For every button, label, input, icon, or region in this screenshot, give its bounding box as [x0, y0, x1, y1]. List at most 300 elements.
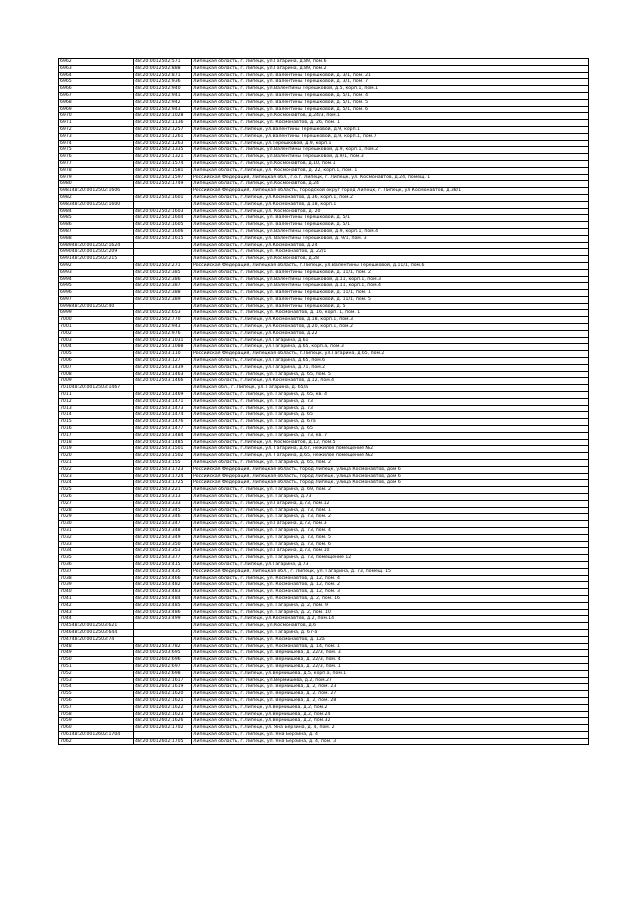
row-number-cell: [59, 473, 134, 480]
address-cell: Липецкая область, г. Липецк, ул. Гагарина, д. 73: [192, 405, 589, 412]
row-number-cell: [59, 188, 134, 195]
table-row: [59, 310, 589, 317]
table-row: [59, 718, 589, 725]
row-number-cell: [59, 460, 134, 467]
address-cell: Липецкая область, г. Липецк, ул. Валентины Терешковой, д. 3/1, пом. 21: [192, 72, 589, 79]
table-row: [59, 514, 589, 521]
premises-cadastral-number: 48:20:0012503:1463: [134, 371, 192, 378]
premises-cadastral-number: 48:20:0012502:871: [134, 72, 192, 79]
premises-cadastral-number: 48:20:0012503:482: [134, 582, 192, 589]
row-number-cell: [59, 629, 134, 636]
premises-cadastral-number: 48:20:0012503:484: [134, 595, 192, 602]
premises-cadastral-number: 48:20:0012502:1136: [134, 120, 192, 127]
row-number-cell: [59, 718, 134, 725]
row-number-cell: [59, 684, 134, 691]
table-row: [59, 684, 589, 691]
row-number-cell: [59, 480, 134, 487]
row-number-cell: [59, 392, 134, 399]
row-number-cell: [59, 92, 134, 99]
premises-cadastral-number: 48:20:0012502:653: [134, 310, 192, 317]
row-number-cell: [59, 643, 134, 650]
row-number-cell: [59, 378, 134, 385]
table-row: [59, 643, 589, 650]
table-row: [59, 419, 589, 426]
address-cell: Липецкая область, г. Липецк, ул.Космонавтов, д.6: [192, 623, 589, 630]
row-number: 6963: [60, 65, 72, 71]
row-number: 7043: [60, 609, 72, 615]
row-number: 7032: [60, 534, 72, 540]
row-number: 6969: [60, 106, 72, 112]
address-cell: Липецкая область, г.Липецк, ул.Вермишева, д.5, корп.а, пом.1: [192, 670, 589, 677]
table-row: [59, 358, 589, 365]
address-cell: Липецкая область, г. Липецк, ул. Вермишева, д. 22/3, пом. 3: [192, 650, 589, 657]
premises-cadastral-number: 48:20:0012502:941: [134, 92, 192, 99]
table-row: [59, 670, 589, 677]
row-number-cell: [59, 419, 134, 426]
address-cell: Липецкая область, г.Липецк, ул. Валентины Терешковой, д. 9/1, пом. 3: [192, 235, 589, 242]
row-number: 6980: [60, 181, 72, 187]
address-cell: Липецкая область, г. Липецк, ул. Гагарина, д. 73, помещение 12: [192, 555, 589, 562]
row-number-cell: [59, 65, 134, 72]
table-row: [59, 568, 589, 575]
row-number-cell: [59, 602, 134, 609]
register-rows: [59, 59, 589, 745]
table-row: [59, 364, 589, 371]
address-cell: Липецкая область, г. Липецк, ул. Космонавтов, д. 12, пом. 4: [192, 575, 589, 582]
table-row: [59, 385, 589, 392]
premises-cadastral-number: 48:20:0012503:350: [134, 541, 192, 548]
premises-cadastral-number: 48:20:0012502:770: [134, 317, 192, 324]
premises-cadastral-number: 48:20:0012502:1263: [134, 140, 192, 147]
row-number-cell: [59, 140, 134, 147]
table-row: [59, 623, 589, 630]
row-number: 7020: [60, 453, 72, 459]
row-number-cell: [59, 106, 134, 113]
parcel-cadastral-number: 48:20:0012503:74: [71, 636, 115, 642]
address-cell: Российская Федерация, Липецкая обл., г.о.г. Липецк, г. Липецк, ул. Космонавтов, д.24, помещ. 1: [192, 174, 589, 181]
row-number: 6994: [60, 276, 72, 282]
address-cell: Липецкая область, г.Липецк, ул.Гагарина, д.71, пом.2: [192, 364, 589, 371]
row-number: 7011: [60, 392, 72, 398]
row-number: 7003: [60, 337, 72, 343]
table-row: [59, 317, 589, 324]
table-row: [59, 609, 589, 616]
table-row: [59, 194, 589, 201]
row-number-cell: [59, 446, 134, 453]
address-cell: Липецкая область, г. Липецк, ул. Яна Берзина, д. 4, пом. 3: [192, 738, 589, 745]
address-cell: Липецкая область, г.Липецк, ул. Космонавтов, д. 22, корп.1, пом. 1: [192, 167, 589, 174]
row-number-cell: [59, 398, 134, 405]
premises-cadastral-number: 48:20:0012503:346: [134, 514, 192, 521]
row-number-cell: [59, 337, 134, 344]
table-row: [59, 256, 589, 263]
address-cell: Липецкая область, г. Липецк, ул. Валентины Терешковой, д. 11/1, пом. 1: [192, 290, 589, 297]
address-cell: Липецкая область, г. Липецк, ул. Космонавтов, д. 16, корп. 1, пом. 1: [192, 310, 589, 317]
address-cell: Липецкая область, г. Липецк, ул. Валентины Терешковой, д. 5/1, пом. 4: [192, 92, 589, 99]
row-number: 7060: [60, 725, 72, 731]
row-number-cell: [59, 276, 134, 283]
row-number-cell: [59, 317, 134, 324]
premises-cadastral-number: 48:20:0012503:782: [134, 643, 192, 650]
row-number-cell: [59, 72, 134, 79]
address-cell: Липецкая область, г.Липецк, ул.Космонавтов, д.2, пом.14: [192, 616, 589, 623]
row-number-cell: [59, 249, 134, 256]
premises-cadastral-number: 48:20:0012502:942: [134, 99, 192, 106]
address-cell: Российская Федерация, Липецкая область, г.Липецк, ул.Гагарина, д.65, пом.2: [192, 351, 589, 358]
address-cell: Липецкая область, г. Липецк, ул. Вермишева, д. 22/3, пом. 4: [192, 657, 589, 664]
row-number: 7059: [60, 718, 72, 724]
address-cell: Липецкая область, г.Липецк, ул.Вермишева, д.2, пом.24: [192, 711, 589, 718]
premises-cadastral-number: [134, 636, 192, 643]
premises-cadastral-number: 48:20:0012602:1621: [134, 697, 192, 704]
row-number-cell: [59, 290, 134, 297]
premises-cadastral-number: 48:20:0012502:388: [134, 290, 192, 297]
row-number: 7014: [60, 412, 72, 418]
table-row: [59, 106, 589, 113]
row-number-cell: [59, 677, 134, 684]
table-row: [59, 738, 589, 745]
table-row: [59, 453, 589, 460]
row-number-cell: [59, 208, 134, 215]
table-row: [59, 140, 589, 147]
premises-cadastral-number: 48:20:0012503:1439: [134, 364, 192, 371]
row-number: 7058: [60, 711, 72, 717]
row-number-cell: [59, 86, 134, 93]
row-number-cell: [59, 426, 134, 433]
row-number-cell: [59, 262, 134, 269]
table-row: [59, 650, 589, 657]
premises-cadastral-number: 48:20:0012602:1702: [134, 725, 192, 732]
table-row: [59, 330, 589, 337]
table-row: [59, 392, 589, 399]
address-cell: Липецкая область, г.Липецк, ул.Вермишева, д.2, пом.32: [192, 718, 589, 725]
row-number-cell: [59, 330, 134, 337]
row-number-cell: [59, 568, 134, 575]
address-cell: Липецкая область, г. Липецк, ул.Валентины Терешковой, д.9, корп.1, пом.4: [192, 228, 589, 235]
row-number-cell: [59, 358, 134, 365]
premises-cadastral-number: 48:20:0012502:1257: [134, 126, 192, 133]
table-row: [59, 657, 589, 664]
row-number: 7010: [60, 385, 72, 391]
row-number-cell: [59, 663, 134, 670]
premises-cadastral-number: 48:20:0012502:1581: [134, 167, 192, 174]
cadastral-register-table: [58, 58, 589, 745]
address-cell: Липецкая область, г.Липецк, ул. Гагарина, д.65, нежилое помещение №2: [192, 453, 589, 460]
row-number: 7046: [60, 629, 72, 635]
parcel-cadastral-number: 48:20:0012503:1467: [71, 385, 121, 391]
premises-cadastral-number: 48:20:0012503:1466: [134, 378, 192, 385]
premises-cadastral-number: 48:20:0012502:1574: [134, 160, 192, 167]
premises-cadastral-number: 48:20:0012502:1604: [134, 215, 192, 222]
address-cell: Липецкая область, г.Липецк, ул.Космонавтов, д.12, пом.4: [192, 378, 589, 385]
parcel-cadastral-number: 48:20:0012503:644: [71, 629, 118, 635]
row-number: 7008: [60, 371, 72, 377]
address-cell: Липецкая область, г. Липецк, ул.Валентины Терешковой, д.9/1, пом.3: [192, 154, 589, 161]
address-cell: Липецкая область, г. Липецк, ул. Валентины Терешковой, д. 5/1, пом. 6: [192, 106, 589, 113]
address-cell: Липецкая область, г.Липецк, ул.Вермишева, д.2, пом.2: [192, 704, 589, 711]
row-number: 7024: [60, 480, 72, 486]
row-number: 7000: [60, 317, 72, 323]
row-number: 7057: [60, 704, 72, 710]
address-cell: Липецкая область, г. Липецк, ул. Космонавтов, д. 2, пом. 16: [192, 595, 589, 602]
row-number-cell: [59, 636, 134, 643]
row-number: 7030: [60, 521, 72, 527]
premises-cadastral-number: [134, 242, 192, 249]
table-row: [59, 113, 589, 120]
row-number: 7054: [60, 684, 72, 690]
address-cell: Липецкая область, г. Липецк, ул. Валентины Терешковой, д. 5: [192, 303, 589, 310]
row-number-cell: [59, 344, 134, 351]
row-number: 7047: [60, 636, 72, 642]
row-number-cell: [59, 351, 134, 358]
parcel-cadastral-number: 48:20:0012503:621: [71, 623, 118, 629]
row-number: 6988: [60, 235, 72, 241]
premises-cadastral-number: 48:20:0012602:1620: [134, 691, 192, 698]
row-number-cell: [59, 453, 134, 460]
premises-cadastral-number: 48:20:0012502:389: [134, 296, 192, 303]
address-cell: Липецкая область, г. Липецк, ул.Валентины Терешковой, д.9, корп.1, пом.2: [192, 147, 589, 154]
row-number-cell: [59, 174, 134, 181]
row-number-cell: [59, 494, 134, 501]
address-cell: Липецкая область, г. Липецк, ул. Гагарина, д. 73: [192, 398, 589, 405]
premises-cadastral-number: [134, 731, 192, 738]
row-number: 7018: [60, 439, 72, 445]
row-number-cell: [59, 670, 134, 677]
row-number: 7002: [60, 330, 72, 336]
row-number: 7031: [60, 527, 72, 533]
table-row: [59, 432, 589, 439]
premises-cadastral-number: 48:20:0012503:345: [134, 507, 192, 514]
address-cell: Липецкая область, г. Липецк, ул.Космонавтов, д.24: [192, 181, 589, 188]
table-row: [59, 296, 589, 303]
premises-cadastral-number: [134, 303, 192, 310]
row-number: 7061: [60, 731, 72, 737]
row-number: 7019: [60, 446, 72, 452]
row-number-cell: [59, 582, 134, 589]
address-cell: Российская Федерация, Липецкая область, город Липецк, улица Космонавтов, дом 6: [192, 473, 589, 480]
table-row: [59, 276, 589, 283]
table-row: [59, 208, 589, 215]
premises-cadastral-number: 48:20:0012503:415: [134, 561, 192, 568]
row-number-cell: [59, 296, 134, 303]
table-row: [59, 697, 589, 704]
address-cell: Липецкая область, г. Липецк, ул.Гагарина, д.73, пом.3: [192, 521, 589, 528]
address-cell: Липецкая область, г. Липецк, ул. Гагарина, д. 65, кв. 4: [192, 392, 589, 399]
premises-cadastral-number: 48:20:0012502:571: [134, 59, 192, 66]
table-row: [59, 616, 589, 623]
premises-cadastral-number: 48:20:0012503:1473: [134, 405, 192, 412]
row-number-cell: [59, 725, 134, 732]
premises-cadastral-number: 48:20:0012502:943: [134, 324, 192, 331]
row-number-cell: [59, 487, 134, 494]
row-number-cell: [59, 256, 134, 263]
table-row: [59, 494, 589, 501]
address-cell: Липецкая область, г. Липецк, ул. Вермишева, д. 2, пом. 23: [192, 684, 589, 691]
table-row: [59, 480, 589, 487]
premises-cadastral-number: 48:20:0012502:1603: [134, 208, 192, 215]
premises-cadastral-number: 48:20:0012503:333: [134, 500, 192, 507]
row-number-cell: [59, 548, 134, 555]
row-number: 7026: [60, 494, 72, 499]
table-row: [59, 527, 589, 534]
parcel-cadastral-number: 48:20:0012502:1600: [71, 201, 121, 207]
row-number: 7001: [60, 324, 72, 330]
premises-cadastral-number: 48:20:0012503:435: [134, 568, 192, 575]
premises-cadastral-number: 48:20:0012503:1471: [134, 398, 192, 405]
premises-cadastral-number: 48:20:0012503:349: [134, 534, 192, 541]
row-number-cell: [59, 711, 134, 718]
row-number-cell: [59, 364, 134, 371]
premises-cadastral-number: 48:20:0012502:940: [134, 86, 192, 93]
row-number: 6979: [60, 174, 72, 180]
row-number-cell: [59, 405, 134, 412]
premises-cadastral-number: 48:20:0012502:1615: [134, 235, 192, 242]
row-number: 6987: [60, 228, 72, 234]
row-number-cell: [59, 59, 134, 66]
row-number-cell: [59, 201, 134, 208]
row-number-cell: [59, 133, 134, 140]
row-number-cell: [59, 324, 134, 331]
table-row: [59, 228, 589, 235]
table-row: [59, 541, 589, 548]
row-number-cell: [59, 616, 134, 623]
address-cell: Липецкая область, г.Липецк, ул.Космонавтов, д.18, корп.1, пом.3: [192, 317, 589, 324]
premises-cadastral-number: 48:20:0012502:976: [134, 330, 192, 337]
row-number: 7036: [60, 561, 72, 567]
premises-cadastral-number: 48:20:0012503:1477: [134, 426, 192, 433]
premises-cadastral-number: 48:20:0012503:1485: [134, 439, 192, 446]
table-row: [59, 72, 589, 79]
address-cell: Липецкая область, г.Липецк, ул.Гагарина, д.65, пом.6: [192, 358, 589, 365]
table-row: [59, 731, 589, 738]
address-cell: Липецкая область, г. Липецк, ул.Космонавтов, д.24/3, пом.1: [192, 113, 589, 120]
row-number: 6967: [60, 92, 72, 98]
parcel-cadastral-number: 48:20:0012502:209: [71, 249, 118, 255]
table-row: [59, 582, 589, 589]
row-number: 7021: [60, 460, 72, 466]
table-row: [59, 126, 589, 133]
address-cell: Липецкая область, г.Липецк, ул. Космонавтов, д. 20: [192, 208, 589, 215]
premises-cadastral-number: 48:20:0012503:499: [134, 616, 192, 623]
address-cell: Липецкая обл., г. Липецк, ул. Гагарина, д. 65/а: [192, 385, 589, 392]
address-cell: Липецкая область, г. Липецк, ул. Вермишева, д. 2, пом. 27: [192, 691, 589, 698]
address-cell: Липецкая область, г. Липецк, ул. Гагарина, д. 73, пом. 2: [192, 514, 589, 521]
row-number-cell: [59, 657, 134, 664]
premises-cadastral-number: 48:20:0012602:1623: [134, 711, 192, 718]
address-cell: Липецкая область, г. Липецк, ул. Космонавтов, д. 12а: [192, 636, 589, 643]
premises-cadastral-number: [134, 201, 192, 208]
table-row: [59, 466, 589, 473]
row-number: 7045: [60, 623, 72, 629]
row-number: 7022: [60, 466, 72, 472]
row-number: 6982: [60, 194, 72, 200]
premises-cadastral-number: 48:20:0012503:1484: [134, 432, 192, 439]
table-row: [59, 147, 589, 154]
table-row: [59, 242, 589, 249]
row-number-cell: [59, 541, 134, 548]
row-number: 7033: [60, 541, 72, 547]
row-number: 6992: [60, 262, 72, 268]
premises-cadastral-number: 48:20:0012503:466: [134, 575, 192, 582]
table-row: [59, 426, 589, 433]
table-row: [59, 555, 589, 562]
table-row: [59, 711, 589, 718]
premises-cadastral-number: 48:20:0012502:936: [134, 79, 192, 86]
row-number: 6965: [60, 79, 72, 85]
table-row: [59, 290, 589, 297]
premises-cadastral-number: 48:20:0012503:347: [134, 521, 192, 528]
row-number: 6971: [60, 120, 72, 126]
row-number: 6996: [60, 290, 72, 296]
row-number-cell: [59, 595, 134, 602]
table-row: [59, 262, 589, 269]
address-cell: Липецкая область, г.Липецк, ул.Терешковой, д.9, корп.1: [192, 140, 589, 147]
address-cell: Липецкая область, г.Липецк, ул. Гагарина, д.67, нежилое помещение №2: [192, 446, 589, 453]
table-row: [59, 725, 589, 732]
address-cell: Липецкая область, г. Липецк, ул. Вермишева, д. 2, пом. 28: [192, 697, 589, 704]
row-number-cell: [59, 167, 134, 174]
row-number: 7034: [60, 548, 72, 554]
address-cell: Липецкая область, г. Липецк, ул.Гагарина, д.89, пом.6: [192, 59, 589, 66]
premises-cadastral-number: 48:20:0012503:155: [134, 460, 192, 467]
row-number: 6976: [60, 154, 72, 160]
row-number-cell: [59, 235, 134, 242]
address-cell: Липецкая область, г. Липецк, ул. Гагарина, д. 65, пом. 2: [192, 460, 589, 467]
premises-cadastral-number: 48:20:0012502:385: [134, 269, 192, 276]
table-row: [59, 412, 589, 419]
table-row: [59, 487, 589, 494]
address-cell: Липецкая область, г.Липецк, ул.Гагарина, д.73: [192, 561, 589, 568]
row-number-cell: [59, 555, 134, 562]
premises-cadastral-number: [134, 385, 192, 392]
row-number: 7055: [60, 691, 72, 697]
premises-cadastral-number: [134, 249, 192, 256]
table-row: [59, 602, 589, 609]
table-row: [59, 269, 589, 276]
address-cell: Липецкая область, г.Липецк, ул.Космонавтов, д.24: [192, 242, 589, 249]
row-number-cell: [59, 222, 134, 229]
premises-cadastral-number: 48:20:0012503:483: [134, 589, 192, 596]
table-row: [59, 446, 589, 453]
address-cell: Липецкая область, г. Липецк, ул. Яна Берзина, д. 4: [192, 731, 589, 738]
premises-cadastral-number: 48:20:0012602:1622: [134, 704, 192, 711]
address-cell: Российская Федерация, Липецкая обл., г. Липецк, ул. Гагарина, д. 73, помещ. 15: [192, 568, 589, 575]
row-number: 6993: [60, 269, 72, 275]
row-number: 7005: [60, 351, 72, 357]
row-number: 6995: [60, 283, 72, 289]
premises-cadastral-number: 48:20:0012503:110: [134, 351, 192, 358]
parcel-cadastral-number: 48:20:0012502:215: [71, 256, 118, 262]
address-cell: Липецкая область, г. Липецк, ул.Валентины Терешковой, д.11, корп.1, пом.3: [192, 276, 589, 283]
premises-cadastral-number: 48:20:0012602:696: [134, 657, 192, 664]
table-row: [59, 235, 589, 242]
premises-cadastral-number: 48:20:0012503:1501: [134, 446, 192, 453]
row-number: 6977: [60, 160, 72, 166]
table-row: [59, 575, 589, 582]
row-number: 7038: [60, 575, 72, 581]
address-cell: Липецкая область, г. Липецк, ул. Гагарина, д. 69, пом. 2: [192, 487, 589, 494]
table-row: [59, 181, 589, 188]
table-row: [59, 99, 589, 106]
row-number: 7029: [60, 514, 72, 520]
premises-cadastral-number: 48:20:0012503:353: [134, 548, 192, 555]
row-number: 7039: [60, 582, 72, 588]
row-number: 7006: [60, 358, 72, 364]
address-cell: Липецкая область, г. Липецк, ул. Космонавтов, д. 22/1: [192, 249, 589, 256]
address-cell: Липецкая область, г.Липецк, ул.Гагарина, д.65, корп.а, пом.3: [192, 344, 589, 351]
premises-cadastral-number: 48:20:0012503:485: [134, 602, 192, 609]
table-row: [59, 65, 589, 72]
